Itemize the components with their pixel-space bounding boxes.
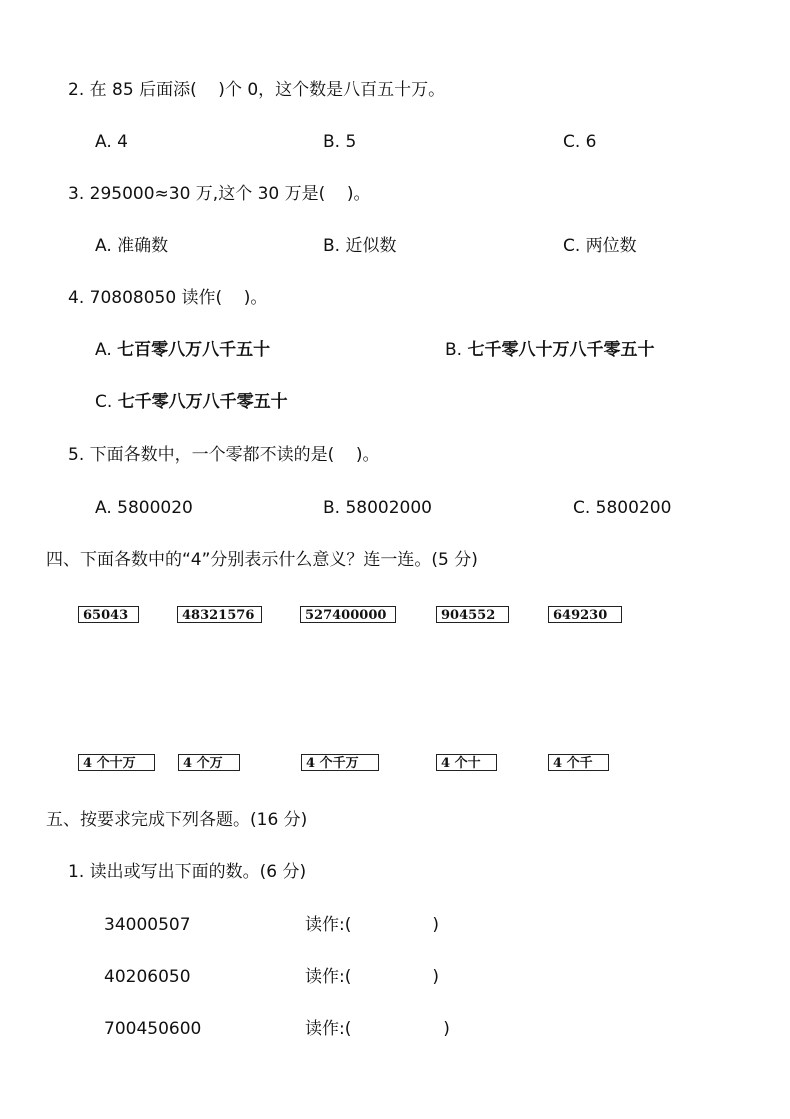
meaning-box-1[interactable]: 4 个十万	[78, 754, 155, 771]
q5-option-a: A. 5800020	[95, 498, 193, 518]
read-answer-1[interactable]: 读作:( )	[305, 915, 440, 935]
meaning-box-4[interactable]: 4 个十	[436, 754, 497, 771]
q3-stem: 3. 295000≈30 万,这个 30 万是( )。	[68, 184, 371, 204]
q3-option-b: B. 近似数	[323, 236, 397, 256]
q5-option-b: B. 58002000	[323, 498, 432, 518]
read-number-2: 40206050	[104, 967, 191, 987]
q4-option-b-label: B.	[445, 340, 468, 360]
number-box-2[interactable]: 48321576	[177, 606, 262, 623]
read-answer-3[interactable]: 读作:( )	[305, 1019, 450, 1039]
q2-stem: 2. 在 85 后面添( )个 0，这个数是八百五十万。	[68, 80, 446, 100]
read-number-3: 700450600	[104, 1019, 202, 1039]
q4-option-a-text: 七百零八万八千五十	[117, 340, 271, 360]
q4-option-a-label: A.	[95, 340, 118, 360]
section5-sub1: 1. 读出或写出下面的数。(6 分)	[68, 862, 307, 882]
meaning-box-3[interactable]: 4 个千万	[301, 754, 379, 771]
number-box-3[interactable]: 527400000	[300, 606, 396, 623]
q4-option-c	[95, 391, 288, 413]
number-box-4[interactable]: 904552	[436, 606, 509, 623]
q4-option-c-text: 七千零八万八千零五十	[117, 392, 288, 412]
q4-option-c-label: C.	[95, 392, 118, 412]
meaning-box-5[interactable]: 4 个千	[548, 754, 609, 771]
section5-heading: 五、按要求完成下列各题。(16 分)	[46, 810, 308, 830]
q3-option-a: A. 准确数	[95, 236, 169, 256]
read-number-1: 34000507	[104, 915, 191, 935]
q4-option-a	[95, 339, 270, 361]
section4-heading: 四、下面各数中的“4”分别表示什么意义？连一连。(5 分)	[46, 550, 478, 570]
q3-option-c: C. 两位数	[563, 236, 637, 256]
q4-option-b	[445, 339, 654, 361]
q2-option-a: A. 4	[95, 132, 128, 152]
q2-option-b: B. 5	[323, 132, 357, 152]
q5-stem: 5. 下面各数中，一个零都不读的是( )。	[68, 445, 380, 465]
q4-stem: 4. 70808050 读作( )。	[68, 288, 268, 308]
read-answer-2[interactable]: 读作:( )	[305, 967, 440, 987]
number-box-5[interactable]: 649230	[548, 606, 622, 623]
meaning-box-2[interactable]: 4 个万	[178, 754, 240, 771]
q2-option-c: C. 6	[563, 132, 597, 152]
q4-option-b-text: 七千零八十万八千零五十	[467, 340, 655, 360]
q5-option-c: C. 5800200	[573, 498, 672, 518]
number-box-1[interactable]: 65043	[78, 606, 139, 623]
